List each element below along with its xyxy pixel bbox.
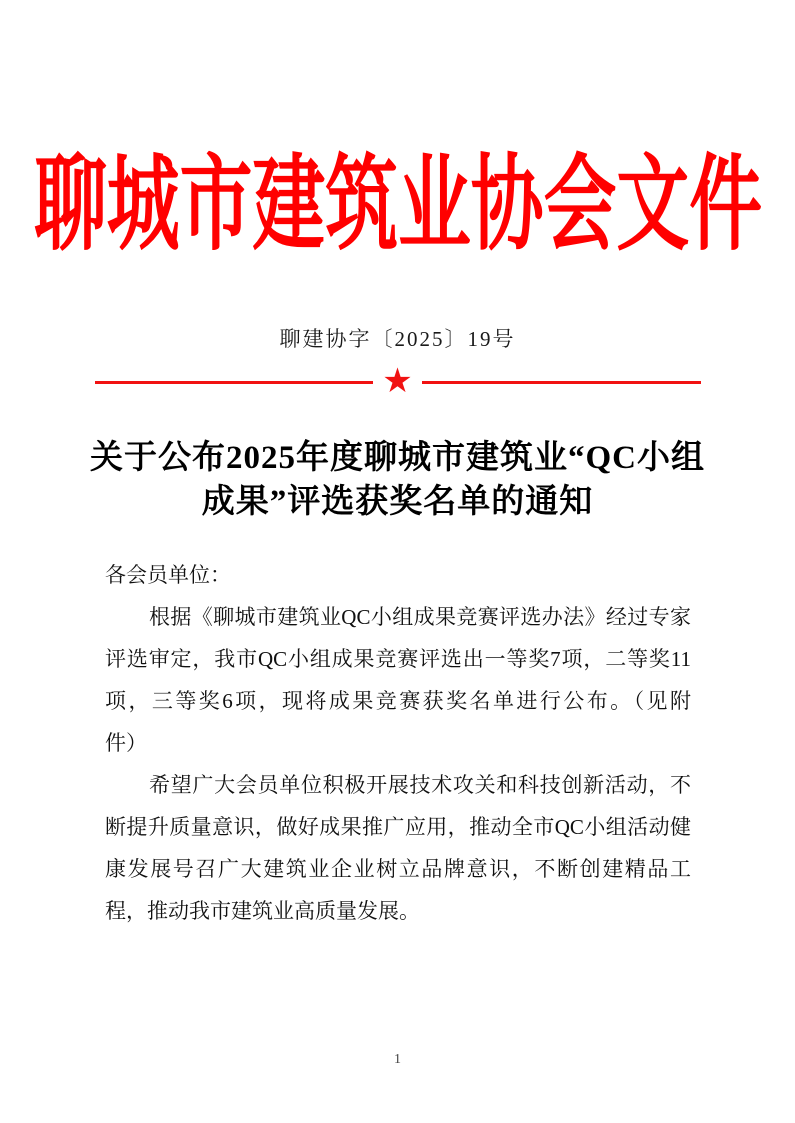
divider-line-left [95,381,374,384]
divider-line-right [422,381,701,384]
salutation: 各会员单位： [105,563,231,587]
body-line: 件） [105,731,147,755]
notice-body [105,554,691,932]
star-icon: ★ [382,363,413,400]
body-line: 根据《聊城市建筑业QC小组成果竞赛评选办法》经过专家 [149,605,691,629]
body-line: 程，推动我市建筑业高质量发展。 [105,899,420,923]
page-number: 1 [394,1052,401,1067]
body-line: 希望广大会员单位积极开展技术攻关和科技创新活动，不 [149,773,691,797]
body-line: 断提升质量意识，做好成果推广应用，推动全市QC小组活动健 [105,815,691,839]
body-line: 项，三等奖6项，现将成果竞赛获奖名单进行公布。（见附 [105,689,691,713]
body-line: 康发展号召广大建筑业企业树立品牌意识，不断创建精品工 [105,857,691,881]
notice-title-line-1: 关于公布2025年度聊城市建筑业“QC小组 [90,440,705,476]
red-divider [95,362,701,402]
notice-title [0,436,795,524]
org-masthead-title: 聊城市建筑业协会文件 [33,148,762,263]
notice-title-line-2: 成果”评选获奖名单的通知 [201,484,594,520]
document-number: 聊建协字〔2025〕19号 [279,327,516,351]
body-line: 评选审定，我市QC小组成果竞赛评选出一等奖7项，二等奖11 [105,647,691,671]
